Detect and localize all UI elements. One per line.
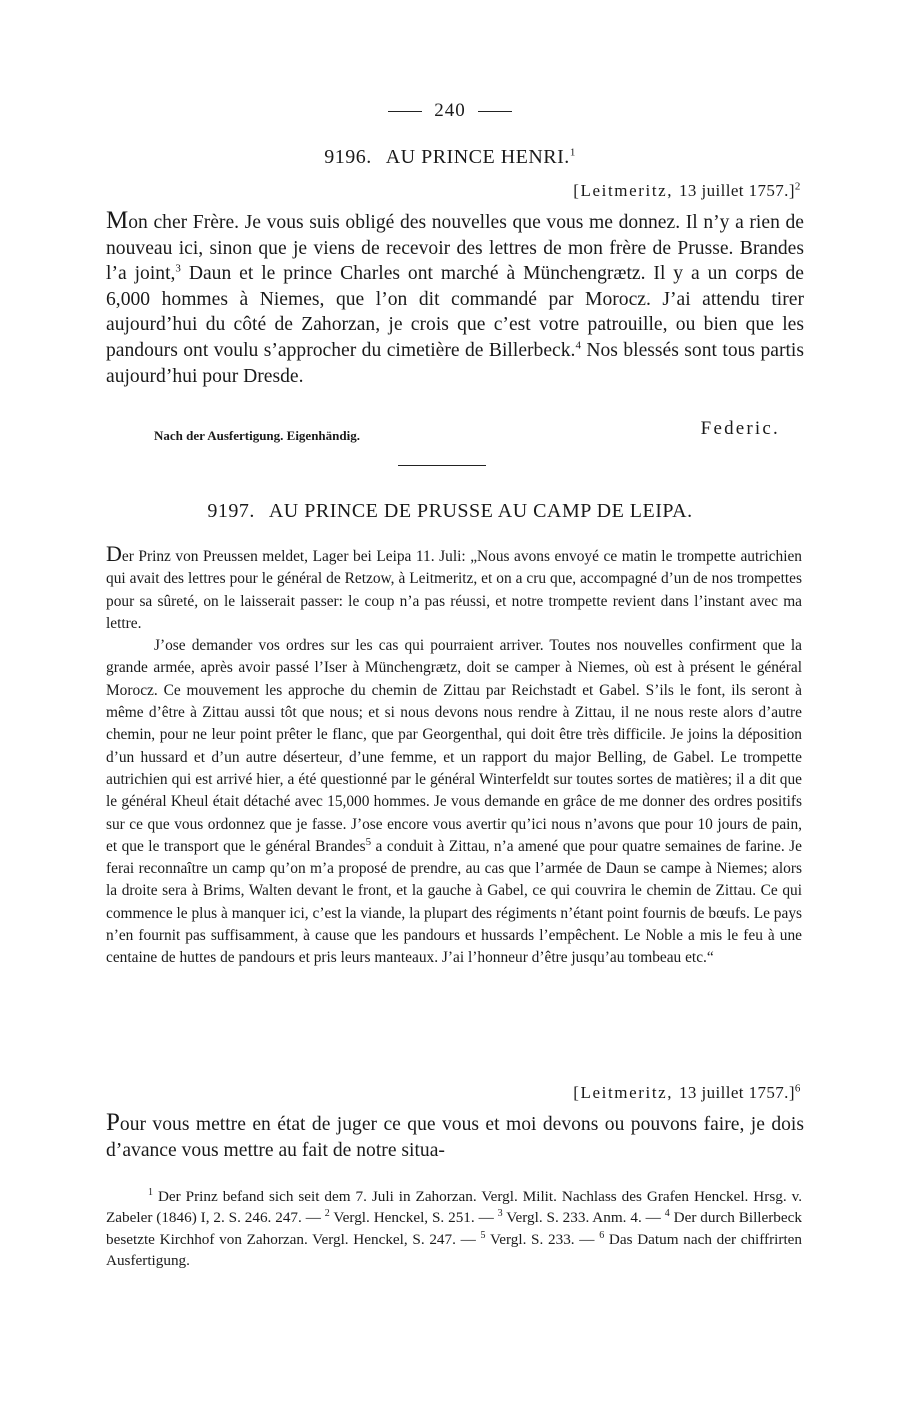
body-text: our vous mettre en état de juger ce que vous et moi devons ou pouvons faire, je dois d’avance vous mettre au fait de notre situa- [106,1114,804,1161]
body-text: Nos blessés sont tous partis aujourd’hui pour Dresde. [106,339,804,387]
section-divider [398,465,486,466]
footnote-text: Der Prinz befand sich seit dem 7. Juli in Zahorzan. Vergl. Milit. Nachlass des Grafen Henckel. Hrsg. v. Zabeler (1846) I, 2. S. 246. 247. — [106,1188,802,1227]
source-note: Nach der Ausfertigung. Eigenhändig. [154,428,360,443]
footnote-mark: 4 [664,1208,670,1220]
date-text: 13 juillet 1757.] [679,1083,795,1102]
report-paragraph [106,543,802,635]
letter-9197-heading [0,500,900,523]
letter-title: AU PRINCE DE PRUSSE AU CAMP DE LEIPA. [268,500,693,522]
letter-9197-dateline [573,1083,802,1103]
footnote-ref: 2 [794,180,802,193]
body-text: J’ose demander vos ordres sur les cas qui pourraient arriver. Toutes nos nouvelles confirment que la grande armée, après avoir passé l’Iser à Münchengrætz, doit se camper à Niemes, où est à présent le général Morocz. Ce mouvement les approche du chemin de Zittau par Reichstadt et Gabel. S’ils le font, ils seront à même d’être à Zittau aussi tôt que nous; et si nous devons nous rendre à Zittau, il ne nous reste alors d’autre chemin, pour ne leur point prêter le flanc, que par Georgenthal, qui doit être très difficile. Je joins la déposition d’un hussard et d’un autre déserteur, d’une femme, et un rapport du major Belling, de Gabel. Le trompette autrichien qui est arrivé hier, a été questionné par le général Winterfeldt sur toutes sortes de matières; il a dit que le général Kheul était détaché avec 15,000 hommes. Je vous demande en grâce de me donner des ordres positifs sur ce que vous ordonnez que je fasse. J’ose encore vous avertir qu’ici nous n’avons que pour 10 jours de pain, et que le transport que le général Brandes [106,637,802,855]
dash-right [478,111,512,112]
footnote-mark: 3 [497,1208,503,1220]
footnote-block [106,1186,802,1272]
letter-title: AU PRINCE HENRI. [385,146,570,168]
footnote-text: Der durch Billerbeck besetzte Kirchhof von Zahorzan. Vergl. Henckel, S. 247. — [106,1209,802,1248]
footnote-ref: 3 [175,262,181,275]
body-text: Daun et le prince Charles ont marché à Münchengrætz. Il y a un corps de 6,000 hommes à Niemes, que l’on dit commandé par Morocz. J’ai attendu tirer aujourd’hui du côté de Zahorzan, je crois que c’est votre patrouille, ou bien que les pandours ont voulu s’approcher du cimetière de Billerbeck. [106,263,804,361]
footnote-text: Vergl. S. 233. — [485,1230,600,1248]
footnote-text: Das Datum nach der chiffrirten Ausfertigung. [106,1230,802,1270]
letter-9196-heading [0,146,900,169]
letter-paragraph [106,208,804,389]
initial-letter: M [106,207,129,234]
initial-letter: P [106,1109,120,1136]
footnote-ref: 1 [569,146,576,159]
letter-9196-dateline [573,181,802,201]
report-summary [106,543,802,970]
initial-letter: D [106,541,122,566]
letter-9197-body [106,1110,804,1163]
letter-paragraph [106,1110,804,1163]
footnote-text: Vergl. S. 233. Anm. 4. — [502,1209,665,1227]
footnote-ref: 6 [794,1082,802,1095]
page-number-line [0,100,900,122]
footnote-mark: 6 [599,1229,605,1241]
letter-number: 9197. [207,500,255,522]
letter-number: 9196. [324,146,372,168]
date-place: [Leitmeritz, [573,1083,674,1102]
footnote-ref: 4 [575,339,581,352]
letter-9196-body [106,208,804,389]
dash-left [388,111,422,112]
page-number: 240 [434,100,466,121]
report-paragraph [106,635,802,969]
footnote-mark: 5 [480,1229,486,1241]
footnotes [106,1186,802,1272]
footnote-ref: 5 [365,835,372,848]
footnote-mark: 2 [324,1208,330,1220]
footnote-mark: 1 [148,1186,153,1198]
date-place: [Leitmeritz, [573,181,674,200]
body-text: a conduit à Zittau, n’a amené que pour quatre semaines de farine. Je ferai reconnaître un camp qu’on m’a proposé de prendre, au cas que l’armée de Daun se campe à Niemes; alors la droite sera à Brims, Walten devant le front, et la gauche à Gabel, ce qui couvrira le chemin de Zittau. Ce qui commence le plus à manquer ici, c’est la viande, la plupart des régiments n’étant point fournis de bœufs. Le pays n’en fournit pas suffisamment, à cause que les pandours et hussards l’empêchent. Le Noble a mis le feu à une centaine de huttes de pandours et pris leurs manteaux. J’ai l’honneur d’être jusqu’au tombeau etc.“ [106,837,802,967]
footnote-text: Vergl. Henckel, S. 251. — [329,1209,498,1227]
date-text: 13 juillet 1757.] [679,181,795,200]
body-text: on cher Frère. Je vous suis obligé des nouvelles que vous me donnez. Il n’y a rien de nouveau ici, sinon que je viens de recevoir des lettres de mon frère de Prusse. Brandes l’a joint, [106,212,804,285]
body-text: er Prinz von Preussen meldet, Lager bei Leipa 11. Juli: „Nous avons envoyé ce matin le trompette autrichien qui avait des lettres pour le général de Retzow, à Leitmeritz, et on a cru que, accompagné d’un de nos trompettes pour sa sûreté, on le laisserait passer: le coup n’a pas réussi, et notre trompette revient dans l’instant avec ma lettre. [106,548,802,632]
signature: Federic. [700,418,780,439]
